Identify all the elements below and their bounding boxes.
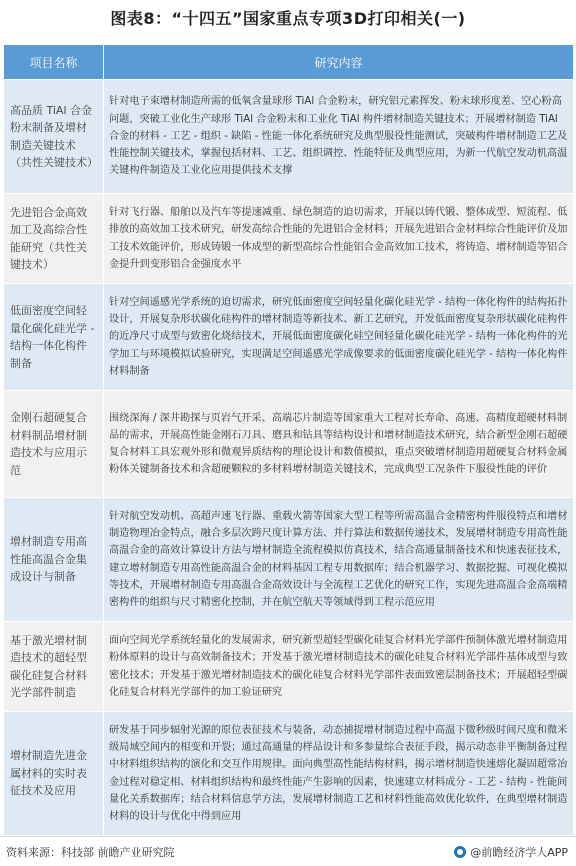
project-name-cell: 基于激光增材制造技术的超轻型碳化硅复合材料光学部件制造 <box>4 622 104 712</box>
brand-label: @前瞻经济学人APP <box>470 846 568 859</box>
project-name-cell: 增材制造专用高性能高温合金集成设计与制备 <box>4 498 104 622</box>
table-row <box>4 284 574 391</box>
projects-table <box>3 44 574 836</box>
table-row <box>4 80 574 194</box>
table-row <box>4 391 574 498</box>
footer <box>0 836 576 866</box>
table-row <box>4 498 574 622</box>
column-header-project-name: 项目名称 <box>4 45 104 80</box>
brand-credit <box>454 844 568 860</box>
research-content-cell: 围绕深海 / 深井勘探与页岩气开采、高端芯片制造等国家重大工程对长寿命、高速、高精度超硬材料制品的需求，开展高性能金刚石刀具、磨具和钻具等结构设计和增材制造技术研究，结合新型金刚石超硬复合材料工具宏观外形和微观异质结构的理论设计和数值模拟，重点突破增材制造用超硬复合材料金属粉体关键制备技术和含超硬颗粒的多材料增材制造关键技术，完成典型工况条件下服役性能的评价 <box>104 391 574 498</box>
research-content-cell: 针对电子束增材制造所需的低氧含量球形 TiAl 合金粉末，研究铝元素挥发、粉末球形度差、空心粉高问题，突破工业化生产球形 TiAl 合金粉末和工业化 TiAl 构件增材制造关键技术；开展增材制造 TiAl 合金的材料 - 工艺 - 组织 - 缺陷 - 性能一体化系统研究及典型服役性能测试，突破构件增材制造工艺及性能控制关键技术，掌握包括材料、工艺、组织调控、性能特征及典型应用，为新一代航空发动机高温关键构件制造及工业化应用提供技术支撑 <box>104 80 574 194</box>
research-content-cell: 针对空间遥感光学系统的迫切需求，研究低面密度空间轻量化碳化硅光学 - 结构一体化构件的结构拓扑设计，开展复杂形状碳化硅构件的增材制造等新技术、新工艺研究，开发低面密度复杂形状碳化硅构件的近净尺寸成型与致密化烧结技术，开展低面密度碳化硅空间轻量化碳化硅光学 - 结构一体化构件的光学加工与环境模拟试验研究，实现满足空间遥感光学成像要求的低面密度碳化硅光学 - 结构一体化构件材料制备 <box>104 284 574 391</box>
project-name-cell: 低面密度空间轻量化碳化硅光学 - 结构一体化构件制备 <box>4 284 104 391</box>
column-header-research-content: 研究内容 <box>104 45 574 80</box>
table-row <box>4 712 574 836</box>
table-row <box>4 622 574 712</box>
page-title: 图表8：“十四五”国家重点专项3D打印相关(一) <box>110 9 466 28</box>
project-name-cell: 金刚石超硬复合材料制品增材制造技术与应用示范 <box>4 391 104 498</box>
brand-logo-icon <box>454 846 466 858</box>
table-row <box>4 194 574 284</box>
research-content-cell: 针对飞行器、船舶以及汽车等提速减重、绿色制造的迫切需求，开展以铸代锻、整体成型、短流程、低排放的高效加工技术研究，研发高综合性能的先进铝合金材料；开展先进铝合金材料综合性能评价及加工技术效能评价，形成铸锻一体成型的新型高综合性能铝合金高效加工技术，将铸造、增材制造等铝合金提升到变形铝合金强度水平 <box>104 194 574 284</box>
table-header-row <box>4 45 574 80</box>
project-name-cell: 高品质 TiAl 合金粉末制备及增材制造关键技术（共性关键技术） <box>4 80 104 194</box>
project-name-cell: 先进铝合金高效加工及高综合性能研究（共性关键技术） <box>4 194 104 284</box>
research-content-cell: 面向空间光学系统轻量化的发展需求，研究新型超轻型碳化硅复合材料光学部件预制体激光增材制造用粉体原料的设计与高效制备技术；开发基于激光增材制造技术的碳化硅复合材料光学部件基体成型与致密化技术；开发基于激光增材制造技术的碳化硅复合材料光学部件表面致密层制备技术；开展超轻型碳化硅复合材料光学部件的加工验证研究 <box>104 622 574 712</box>
source-note: 资料来源：科技部 前瞻产业研究院 <box>6 846 175 859</box>
project-name-cell: 增材制造先进金属材料的实时表征技术及应用 <box>4 712 104 836</box>
research-content-cell: 研发基于同步辐射光源的原位表征技术与装备，动态捕捉增材制造过程中高温下微秒级时间尺度和微米级局域空间内的相变和开裂；通过高通量的样品设计和多参量综合表征手段，揭示动态非平衡制备过程中材料组织结构的演化和交互作用规律。面向典型高性能结构材料，揭示增材制造快速熔化凝固超常冶金过程对稳定相、材料组织结构和最终性能产生影响的因素，快速建立材料成分 - 工艺 - 结构 - 性能间量化关系数据库；结合材料信息学方法，发展增材制造工艺和材料性能高效优化软件，在典型增材制造材料的设计与优化中得到应用 <box>104 712 574 836</box>
research-content-cell: 针对航空发动机、高超声速飞行器、重载火箭等国家大型工程等所需高温合金精密构件服役特点和增材制造物理冶金特点，融合多层次跨尺度计算方法、并行算法和数据传递技术，发展增材制造专用高性能高温合金的高效计算设计方法与增材制造全流程模拟仿真技术，结合高通量制备技术和快速表征技术，建立增材制造专用高性能高温合金的材料基因工程专用数据库；结合机器学习、数据挖掘、可视化模拟等技术，开展增材制造专用高温合金高效设计与全流程工艺优化的研究工作，实现先进高温合金高端精密构件的组织与尺寸精密化控制，并在航空航天等领域得到工程示范应用 <box>104 498 574 622</box>
